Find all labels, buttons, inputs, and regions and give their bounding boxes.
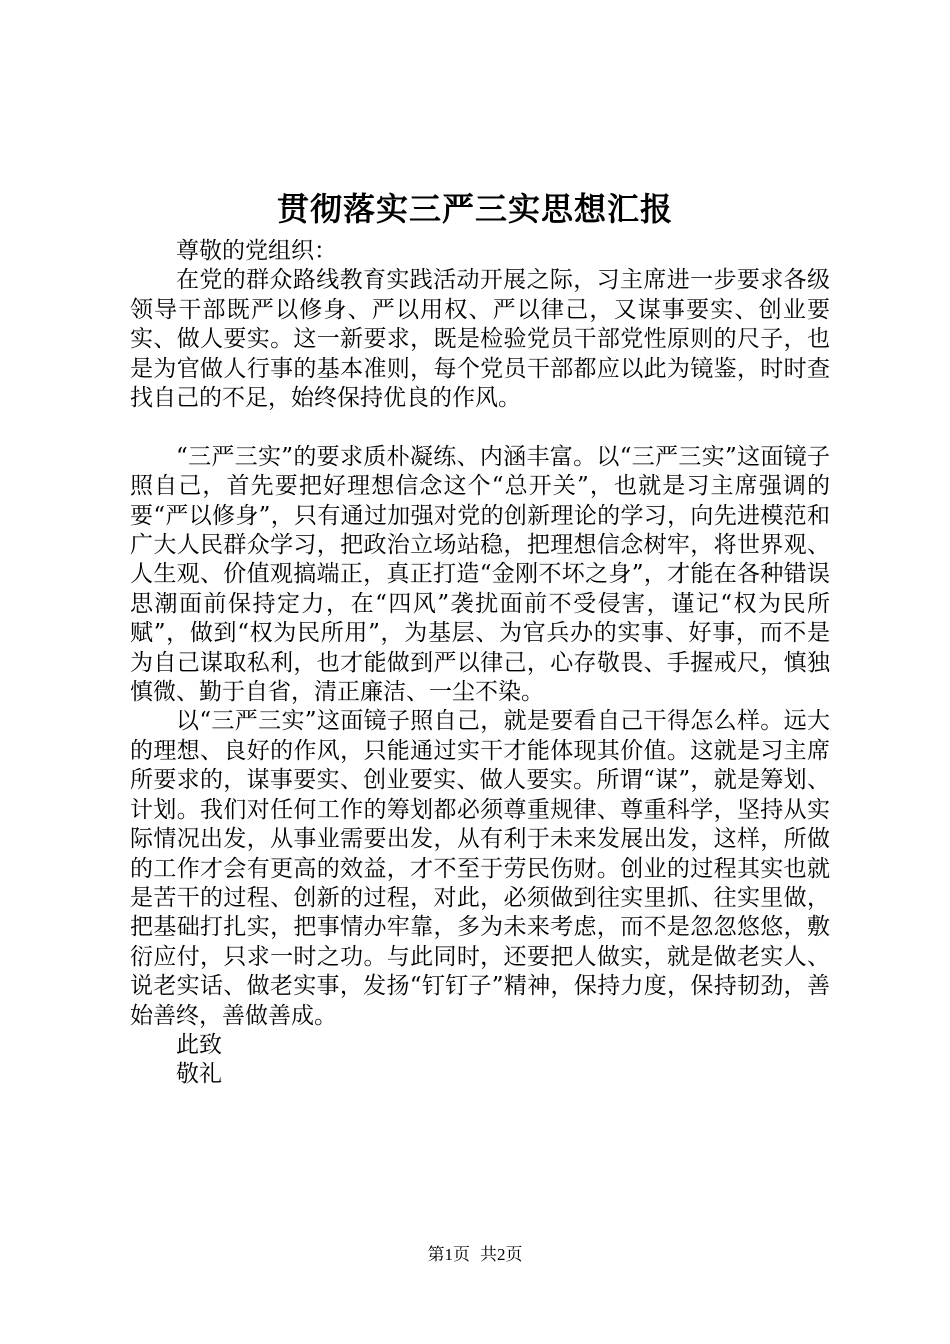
closing-line-1: 此致 <box>176 1031 222 1058</box>
closing-line-2: 敬礼 <box>176 1061 222 1088</box>
page-footer <box>0 1243 950 1267</box>
paragraph-2: “三严三实”的要求质朴凝练、内涵丰富。以“三严三实”这面镜子照自己，首先要把好理想信念这个“总开关”，也就是习主席强调的要“严以修身”，只有通过加强对党的创新理论的学习，向先进模范和广大人民群众学习，把政治立场站稳，把理想信念树牢，将世界观、人生观、价值观搞端正，真正打造“金刚不坏之身”，才能在各种错误思潮面前保持定力，在“四风”袭扰面前不受侵害，谨记“权为民所赋”，做到“权为民所用”，为基层、为官兵办的实事、好事，而不是为自己谋取私利，也才能做到严以律己，心存敬畏、手握戒尺，慎独慎微、勤于自省，清正廉洁、一尘不染。 <box>130 443 830 706</box>
paragraph-3: 以“三严三实”这面镜子照自己，就是要看自己干得怎么样。远大的理想、良好的作风，只能通过实干才能体现其价值。这就是习主席所要求的，谋事要实、创业要实、做人要实。所谓“谋”，就是筹划、计划。我们对任何工作的筹划都必须尊重规律、尊重科学，坚持从实际情况出发，从事业需要出发，从有利于未来发展出发，这样，所做的工作才会有更高的效益，才不至于劳民伤财。创业的过程其实也就是苦干的过程、创新的过程，对此，必须做到往实里抓、往实里做，把基础打扎实，把事情办牢靠，多为未来考虑，而不是忽忽悠悠，敷衍应付，只求一时之功。与此同时，还要把人做实，就是做老实人、说老实话、做老实事，发扬“钉钉子”精神，保持力度，保持韧劲，善始善终，善做善成。 <box>130 708 830 1029</box>
salutation: 尊敬的党组织： <box>176 238 337 264</box>
document-body <box>130 237 830 1090</box>
document-title: 贯彻落实三严三实思想汇报 <box>276 190 673 228</box>
page-number: 第1页 <box>427 1245 470 1264</box>
page-total: 共2页 <box>480 1245 523 1264</box>
paragraph-1: 在党的群众路线教育实践活动开展之际，习主席进一步要求各级领导干部既严以修身、严以用权、严以律己，又谋事要实、创业要实、做人要实。这一新要求，既是检验党员干部党性原则的尺子，也是为官做人行事的基本准则，每个党员干部都应以此为镜鉴，时时查找自己的不足，始终保持优良的作风。 <box>130 267 830 412</box>
